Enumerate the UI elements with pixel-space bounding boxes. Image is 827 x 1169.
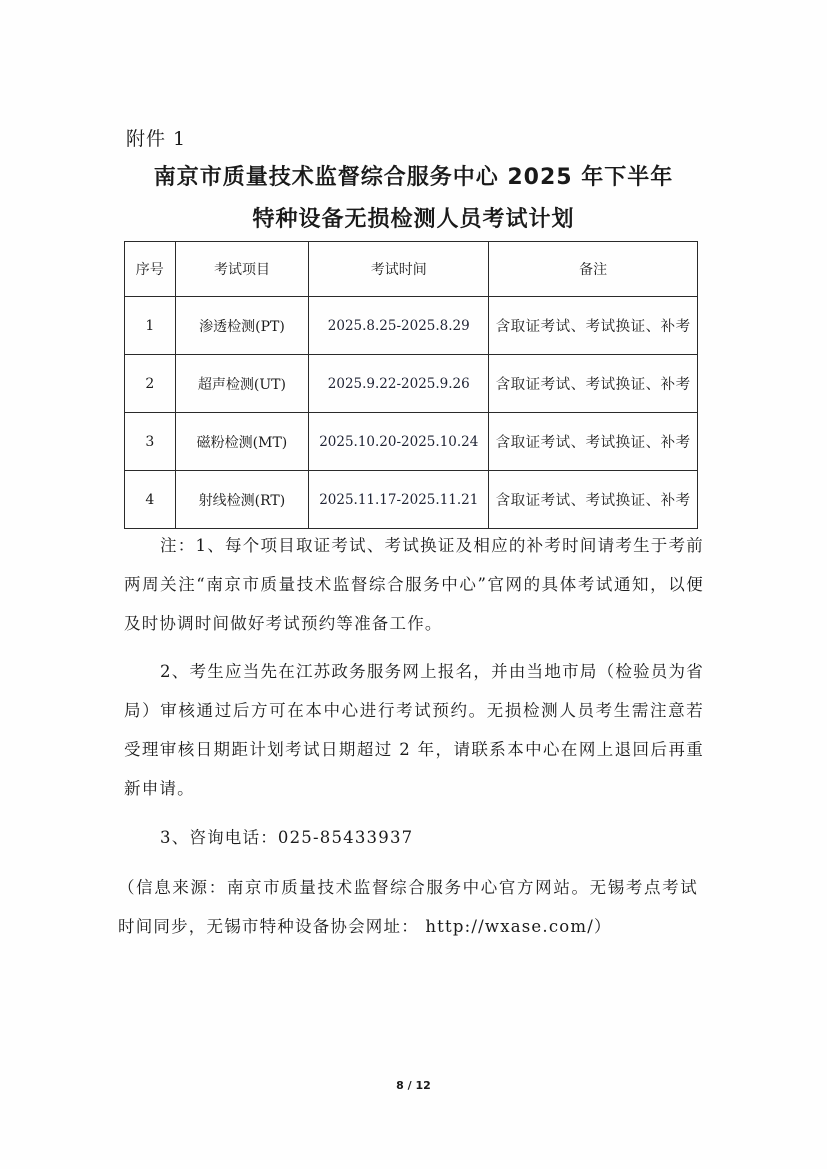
document-title-line-1: 南京市质量技术监督综合服务中心 2025 年下半年	[153, 165, 674, 190]
note-paragraph-3-contact-phone: 3、咨询电话：025-85433937	[160, 828, 414, 847]
row-remarks: 含取证考试、考试换证、补考	[489, 355, 698, 413]
row-remarks: 含取证考试、考试换证、补考	[489, 297, 698, 355]
source-information: （信息来源：南京市质量技术监督综合服务中心官方网站。无锡考点考试时间同步，无锡市特种设备协会网址： http://wxase.com/）	[118, 878, 698, 936]
exam-schedule-table	[124, 241, 698, 529]
row-exam-item: 射线检测(RT)	[175, 471, 309, 529]
row-remarks: 含取证考试、考试换证、补考	[489, 471, 698, 529]
row-seq: 3	[125, 413, 176, 471]
header-remarks: 备注	[489, 242, 698, 297]
row-exam-time: 2025.9.22-2025.9.26	[309, 355, 489, 413]
attachment-label: 附件 1	[126, 128, 187, 150]
page-number: 8 / 12	[396, 1079, 431, 1092]
row-exam-time: 2025.11.17-2025.11.21	[309, 471, 489, 529]
header-exam-item: 考试项目	[175, 242, 309, 297]
note-paragraph-1: 注：1、每个项目取证考试、考试换证及相应的补考时间请考生于考前两周关注“南京市质量技术监督综合服务中心”官网的具体考试通知，以便及时协调时间做好考试预约等准备工作。	[124, 536, 704, 633]
header-exam-time: 考试时间	[309, 242, 489, 297]
row-seq: 4	[125, 471, 176, 529]
row-seq: 1	[125, 297, 176, 355]
table-row	[125, 355, 698, 413]
row-seq: 2	[125, 355, 176, 413]
table-row	[125, 471, 698, 529]
table-row	[125, 297, 698, 355]
row-exam-item: 渗透检测(PT)	[175, 297, 309, 355]
table-header-row	[125, 242, 698, 297]
row-exam-time: 2025.8.25-2025.8.29	[309, 297, 489, 355]
row-exam-item: 磁粉检测(MT)	[175, 413, 309, 471]
row-exam-item: 超声检测(UT)	[175, 355, 309, 413]
header-seq: 序号	[125, 242, 176, 297]
table-row	[125, 413, 698, 471]
note-paragraph-2: 2、考生应当先在江苏政务服务网上报名，并由当地市局（检验员为省局）审核通过后方可在本中心进行考试预约。无损检测人员考生需注意若受理审核日期距计划考试日期超过 2 年，请联系本中心在网上退回后再重新申请。	[124, 662, 704, 798]
document-title-line-2: 特种设备无损检测人员考试计划	[252, 207, 575, 232]
row-exam-time: 2025.10.20-2025.10.24	[309, 413, 489, 471]
row-remarks: 含取证考试、考试换证、补考	[489, 413, 698, 471]
